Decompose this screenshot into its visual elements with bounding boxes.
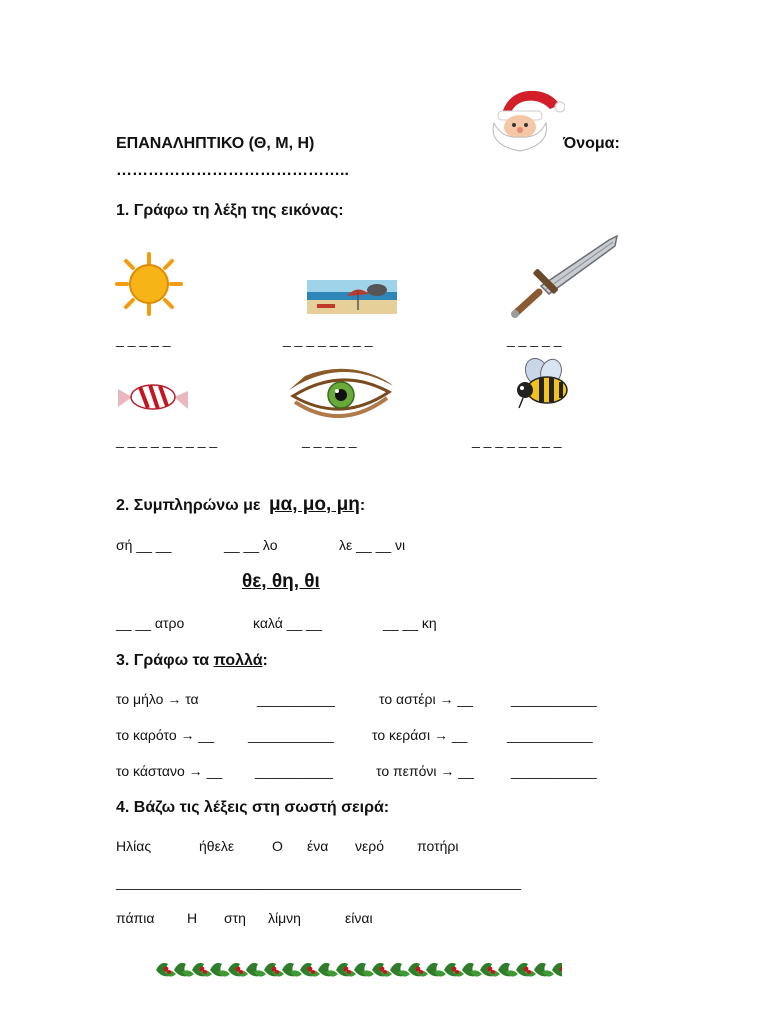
q3-row2-right: το κεράσι → __ (372, 727, 468, 743)
name-dots: …………………………………….. (116, 162, 349, 179)
name-label: Όνομα: (563, 135, 620, 152)
sentence-1-word: Ο (272, 838, 283, 854)
eye-icon (285, 362, 397, 426)
sentence-1-word: ποτήρι (417, 838, 459, 854)
question-3-title (116, 652, 268, 670)
q3-row1-right-blank: ___________ (511, 691, 597, 707)
sentence-2-word: Η (187, 910, 198, 926)
candy-icon (116, 381, 190, 413)
q3-row2-left-blank: ___________ (248, 727, 334, 743)
beach-icon (307, 280, 397, 314)
q3-row3-right: το πεπόνι → __ (376, 763, 474, 779)
picture-6-blanks: _ _ _ _ _ _ _ _ (472, 432, 562, 448)
answer-line: ____________________________________________________ (116, 874, 521, 890)
picture-3-blanks: _ _ _ _ _ (507, 331, 562, 347)
q3-row1-left-blank: __________ (257, 691, 335, 707)
sentence-1-word: ένα (307, 838, 329, 854)
q2-row2-item1: __ __ ατρο (116, 615, 185, 631)
q3-row1-left: το μήλο → τα (116, 691, 199, 707)
q2-row1-item1: σή __ __ (116, 537, 172, 553)
question-2-title (116, 494, 365, 516)
syllables-group-2: θε, θη, θι (242, 571, 320, 592)
sentence-1-word: νερό (355, 838, 384, 854)
bee-icon (513, 358, 571, 412)
question-3-colon: : (262, 652, 268, 669)
q3-row3-left-blank: __________ (255, 763, 333, 779)
sentence-1-word: ήθελε (199, 838, 235, 854)
sun-icon (115, 252, 183, 316)
picture-4-blanks: _ _ _ _ _ _ _ _ _ (116, 432, 218, 448)
sentence-2-word: είναι (345, 910, 373, 926)
picture-5-blanks: _ _ _ _ _ (302, 432, 357, 448)
worksheet-title: ΕΠΑΝΑΛΗΠΤΙΚΟ (Θ, Μ, Η) (116, 135, 315, 152)
question-3-keyword: πολλά (213, 652, 263, 669)
q2-row1-item3: λε __ __ νι (339, 537, 406, 553)
sentence-2-word: στη (224, 910, 246, 926)
q3-row3-left: το κάστανο → __ (116, 763, 223, 779)
question-4-title: 4. Βάζω τις λέξεις στη σωστή σειρά: (116, 799, 390, 816)
sentence-1-word: Ηλίας (116, 838, 152, 854)
q2-row2-item2: καλά __ __ (253, 615, 322, 631)
q3-row2-right-blank: ___________ (507, 727, 593, 743)
q2-row1-item2: __ __ λο (224, 537, 278, 553)
holly-garland-icon (152, 958, 562, 982)
q2-row2-item3: __ __ κη (383, 615, 437, 631)
syllables-group-1: μα, μο, μη (268, 494, 360, 515)
q3-row3-right-blank: ___________ (511, 763, 597, 779)
question-2-prefix: 2. Συμπληρώνω με (116, 497, 261, 514)
santa-icon (480, 83, 565, 153)
sword-icon (505, 234, 623, 318)
q3-row2-left: το καρότο → __ (116, 727, 214, 743)
picture-1-blanks: _ _ _ _ _ (116, 331, 171, 347)
question-2-colon: : (359, 497, 366, 514)
sentence-2-word: λίμνη (268, 910, 301, 926)
q3-row1-right: το αστέρι → __ (379, 691, 473, 707)
question-1-title: 1. Γράφω τη λέξη της εικόνας: (116, 202, 344, 219)
picture-2-blanks: _ _ _ _ _ _ _ _ (283, 331, 373, 347)
question-3-prefix: 3. Γράφω τα (116, 652, 210, 669)
sentence-2-word: πάπια (116, 910, 155, 926)
